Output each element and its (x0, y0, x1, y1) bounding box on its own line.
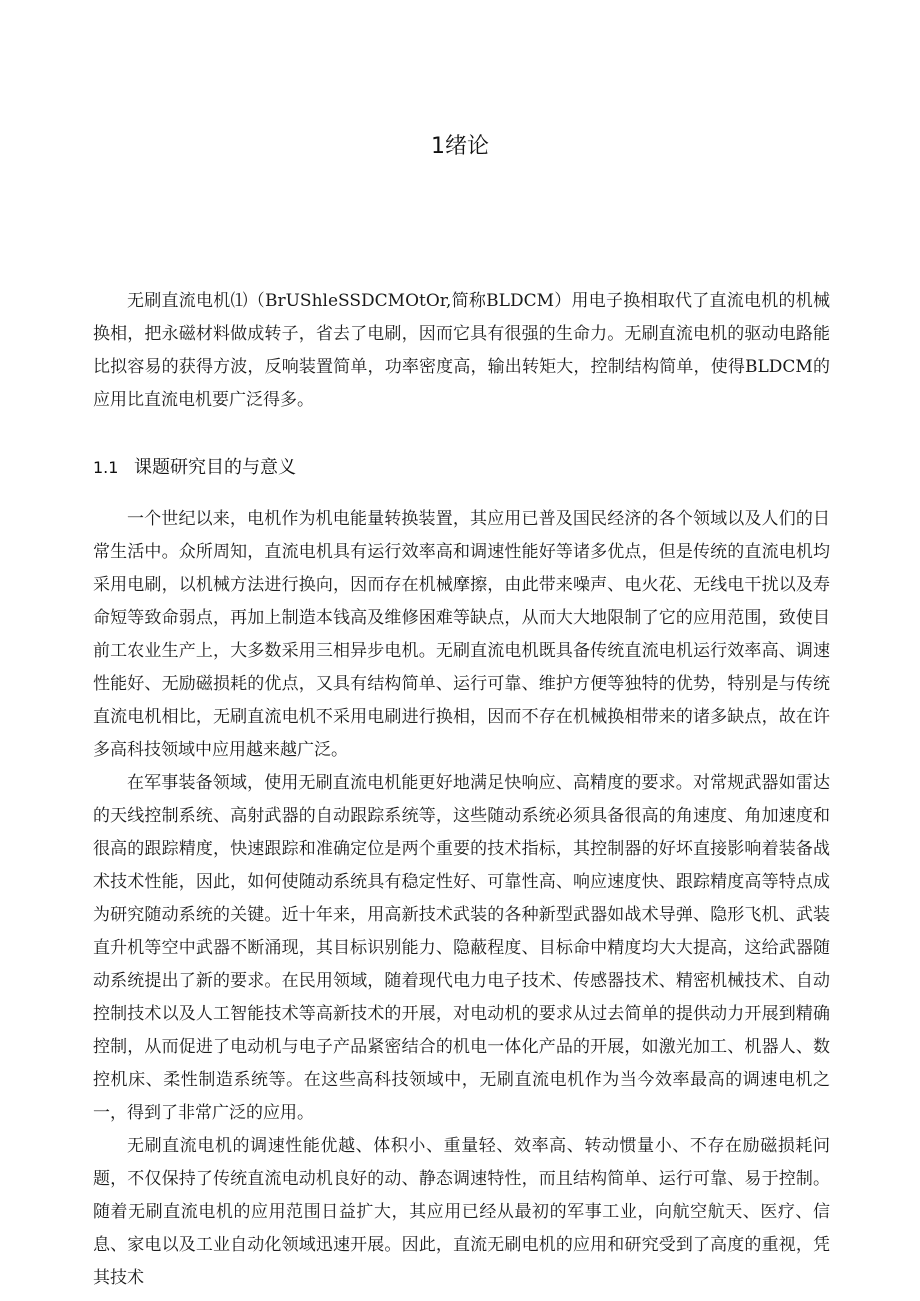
body-paragraph: 在军事装备领域，使用无刷直流电机能更好地满足快响应、高精度的要求。对常规武器如雷达的天线控制系统、高射武器的自动跟踪系统等，这些随动系统必须具备很高的角速度、角加速度和很高的跟踪精度，快速跟踪和准确定位是两个重要的技术指标，其控制器的好坏直接影响着装备战术技术性能，因此，如何使随动系统具有稳定性好、可靠性高、响应速度快、跟踪精度高等特点成为研究随动系统的关键。近十年来，用高新技术武装的各种新型武器如战术导弹、隐形飞机、武装直升机等空中武器不断涌现，其目标识别能力、隐蔽程度、目标命中精度均大大提高，这给武器随动系统提出了新的要求。在民用领域，随着现代电力电子技术、传感器技术、精密机械技术、自动控制技术以及人工智能技术等高新技术的开展，对电动机的要求从过去简单的提供动力开展到精确控制，从而促进了电动机与电子产品紧密结合的机电一体化产品的开展，如激光加工、机器人、数控机床、柔性制造系统等。在这些高科技领域中，无刷直流电机作为当今效率最高的调速电机之一，得到了非常广泛的应用。 (93, 773, 830, 1123)
intro-paragraph: 无刷直流电机⑴（BrUShleSSDCMOtOr,简称BLDCM）用电子换相取代了直流电机的机械换相，把永磁材料做成转子，省去了电刷，因而它具有很强的生命力。无刷直流电机的驱动电路能比拟容易的获得方波，反响装置简单，功率密度高，输出转矩大，控制结构简单，使得BLDCM的应用比直流电机要广泛得多。 (93, 291, 830, 410)
body-paragraph: 无刷直流电机的调速性能优越、体积小、重量轻、效率高、转动惯量小、不存在励磁损耗问题，不仅保持了传统直流电动机良好的动、静态调速特性，而且结构简单、运行可靠、易于控制。随着无刷直流电机的应用范围日益扩大，其应用已经从最初的军事工业，向航空航天、医疗、信息、家电以及工业自动化领域迅速开展。因此，直流无刷电机的应用和研究受到了高度的重视，凭其技术 (93, 1136, 830, 1288)
section-heading (93, 454, 830, 482)
section-body (93, 503, 830, 1295)
section-title: 课题研究目的与意义 (134, 457, 296, 478)
intro-section (93, 285, 830, 417)
chapter-title: 1绪论 (431, 134, 489, 159)
section-number: 1.1 (93, 458, 119, 477)
body-paragraph: 一个世纪以来，电机作为机电能量转换装置，其应用已普及国民经济的各个领域以及人们的日常生活中。众所周知，直流电机具有运行效率高和调速性能好等诸多优点，但是传统的直流电机均采用电刷，以机械方法进行换向，因而存在机械摩擦，由此带来噪声、电火花、无线电干扰以及寿命短等致命弱点，再加上制造本钱高及维修困难等缺点，从而大大地限制了它的应用范围，致使目前工农业生产上，大多数采用三相异步电机。无刷直流电机既具备传统直流电机运行效率高、调速性能好、无励磁损耗的优点，又具有结构简单、运行可靠、维护方便等独特的优势，特别是与传统直流电机相比，无刷直流电机不采用电刷进行换相，因而不存在机械换相带来的诸多缺点，故在许多高科技领域中应用越来越广泛。 (93, 509, 830, 760)
